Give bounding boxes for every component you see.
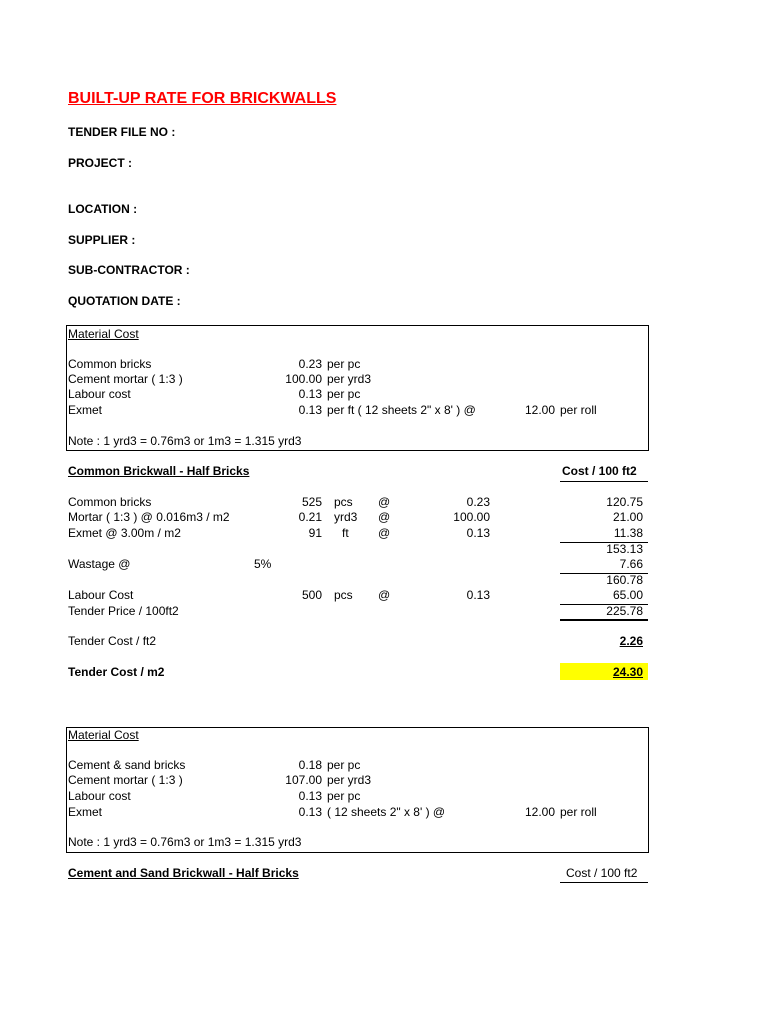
s1-subtotal-1: 153.13	[606, 542, 643, 556]
s1-rate-2: 100.00	[453, 510, 490, 524]
tender-cost-ft2-label: Tender Cost / ft2	[68, 634, 157, 648]
section1-heading: Common Brickwall - Half Bricks	[68, 464, 250, 478]
sub-contractor-label: SUB-CONTRACTOR :	[68, 263, 190, 277]
mat1-item-2: Cement mortar ( 1:3 )	[68, 372, 183, 386]
mat1-unit-3: per pc	[327, 387, 361, 401]
s1-qty-3: 91	[308, 526, 322, 540]
mat2-item-1: Cement & sand bricks	[68, 758, 186, 772]
mat1-rate-4: 0.13	[298, 403, 322, 417]
mat2-note: Note : 1 yrd3 = 0.76m3 or 1m3 = 1.315 yrd3	[68, 835, 302, 849]
s1-unit-3: ft	[342, 526, 349, 540]
labour-at: @	[378, 588, 391, 602]
material-cost-heading-1: Material Cost	[68, 327, 139, 341]
s1-at-3: @	[378, 526, 391, 540]
location-label: LOCATION :	[68, 202, 138, 216]
s1-item-2: Mortar ( 1:3 ) @ 0.016m3 / m2	[68, 510, 230, 524]
wastage-pct: 5%	[254, 557, 272, 571]
project-label: PROJECT :	[68, 156, 133, 170]
mat2-unit-2: per yrd3	[327, 773, 372, 787]
s1-rate-3: 0.13	[466, 526, 490, 540]
mat1-unit-2: per yrd3	[327, 372, 372, 386]
mat1-unit-4: per ft ( 12 sheets 2" x 8' ) @	[327, 403, 476, 417]
s1-cost-3: 11.38	[613, 526, 643, 540]
s1-at-1: @	[378, 495, 391, 509]
mat1-rate-2: 100.00	[285, 372, 322, 386]
s1-subtotal-2: 160.78	[606, 573, 643, 587]
s1-at-2: @	[378, 510, 391, 524]
s1-unit-2: yrd3	[334, 510, 358, 524]
mat1-unit-1: per pc	[327, 357, 361, 371]
mat2-unit-4: ( 12 sheets 2" x 8' ) @	[327, 805, 446, 819]
mat1-item-4: Exmet	[68, 403, 103, 417]
tender-price-double-underline	[560, 619, 648, 621]
mat1-roll-price: 12.00	[524, 403, 555, 417]
mat1-roll-unit: per roll	[560, 403, 597, 417]
s1-qty-1: 525	[301, 495, 322, 509]
tender-price: 225.78	[606, 604, 643, 618]
mat2-rate-3: 0.13	[298, 789, 322, 803]
section2-cost-header: Cost / 100 ft2	[566, 866, 638, 880]
mat2-roll-price: 12.00	[524, 805, 555, 819]
mat2-rate-2: 107.00	[285, 773, 322, 787]
supplier-label: SUPPLIER :	[68, 233, 136, 247]
s1-unit-1: pcs	[334, 495, 353, 509]
cost-header-underline-2	[560, 882, 648, 883]
tender-cost-ft2: 2.26	[619, 634, 643, 648]
mat2-unit-3: per pc	[327, 789, 361, 803]
section2-heading: Cement and Sand Brickwall - Half Bricks	[68, 866, 299, 880]
material-cost-heading-2: Material Cost	[68, 728, 139, 742]
mat2-unit-1: per pc	[327, 758, 361, 772]
section1-cost-header: Cost / 100 ft2	[562, 464, 637, 478]
mat1-rate-1: 0.23	[298, 357, 322, 371]
mat2-item-2: Cement mortar ( 1:3 )	[68, 773, 183, 787]
tender-price-label: Tender Price / 100ft2	[68, 604, 179, 618]
labour-rate: 0.13	[466, 588, 490, 602]
page-title: BUILT-UP RATE FOR BRICKWALLS	[68, 90, 337, 107]
mat2-roll-unit: per roll	[560, 805, 597, 819]
labour-cost: 65.00	[612, 588, 643, 602]
mat2-item-4: Exmet	[68, 805, 103, 819]
s1-item-1: Common bricks	[68, 495, 152, 509]
mat2-item-3: Labour cost	[68, 789, 131, 803]
quotation-date-label: QUOTATION DATE :	[68, 294, 181, 308]
tender-cost-m2: 24.30	[612, 665, 643, 679]
s1-qty-2: 0.21	[298, 510, 322, 524]
mat2-rate-1: 0.18	[298, 758, 322, 772]
s1-cost-1: 120.75	[606, 495, 643, 509]
labour-label: Labour Cost	[68, 588, 134, 602]
mat1-item-1: Common bricks	[68, 357, 152, 371]
labour-unit: pcs	[334, 588, 353, 602]
mat1-item-3: Labour cost	[68, 387, 131, 401]
tender-file-no-label: TENDER FILE NO :	[68, 125, 176, 139]
wastage-cost: 7.66	[619, 557, 643, 571]
wastage-label: Wastage @	[68, 557, 131, 571]
mat1-rate-3: 0.13	[298, 387, 322, 401]
s1-rate-1: 0.23	[466, 495, 490, 509]
tender-cost-m2-label: Tender Cost / m2	[68, 665, 165, 679]
labour-qty: 500	[301, 588, 322, 602]
mat2-rate-4: 0.13	[298, 805, 322, 819]
mat1-note: Note : 1 yrd3 = 0.76m3 or 1m3 = 1.315 yrd3	[68, 434, 302, 448]
cost-header-underline-1	[560, 481, 648, 482]
s1-cost-2: 21.00	[612, 510, 643, 524]
s1-item-3: Exmet @ 3.00m / m2	[68, 526, 181, 540]
